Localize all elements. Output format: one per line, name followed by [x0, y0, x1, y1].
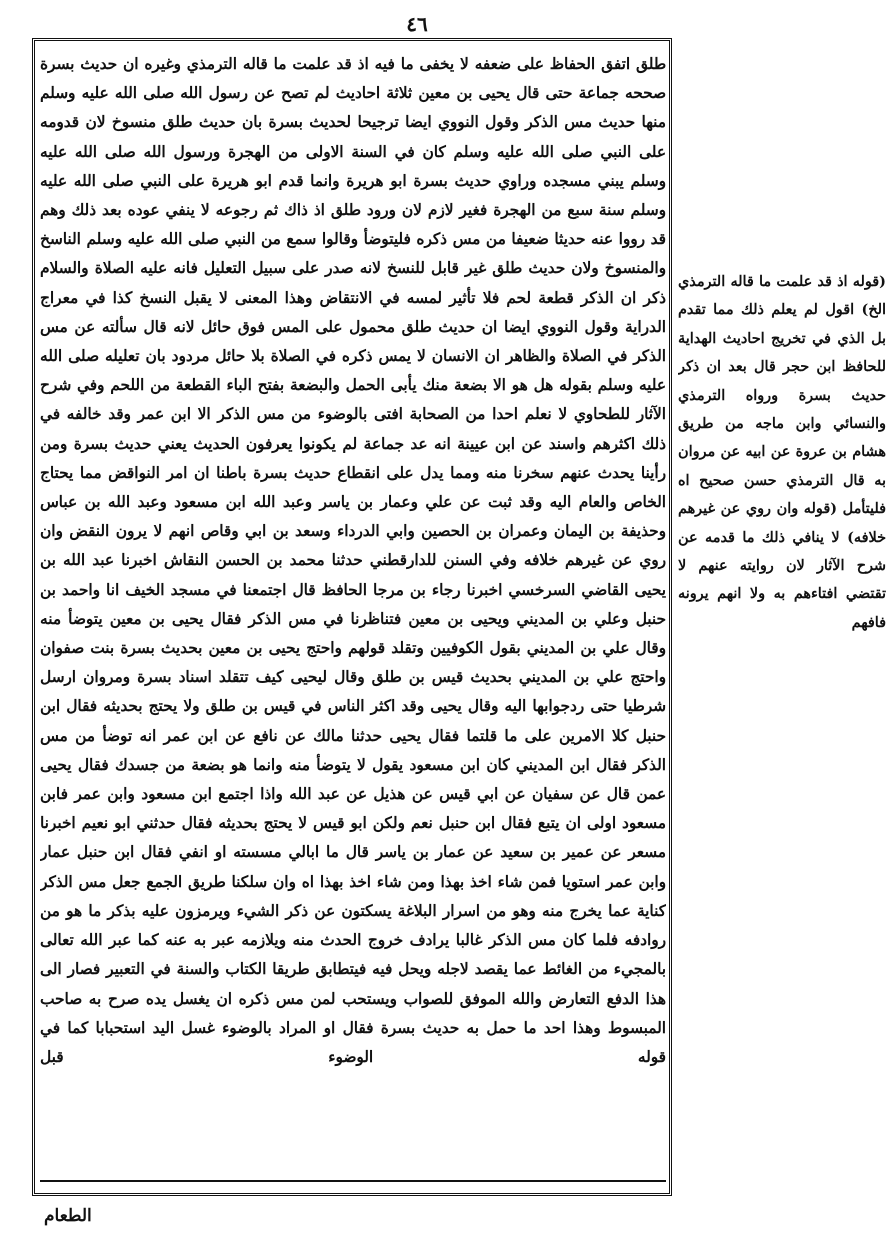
page-number: ٤٦: [406, 12, 428, 36]
catchword: الطعام: [44, 1206, 92, 1226]
bottom-rule: [40, 1180, 666, 1182]
main-text-block: طلق اتفق الحفاظ على ضعفه لا يخفى ما فيه اذ قد علمت ما قاله الترمذي وغيره ان حديث بسرة صححه جماعة حتى قال يحيى بن معين ثلاثة احاديث لم تصح عن رسول الله صلى الله عليه وسلم منها حديث مس الذكر وقول النووي ايضا ترجيحا لحديث بسرة بان حديث طلق منسوخ لان قدومه على النبي صلى الله عليه وسلم كان في السنة الاولى من الهجرة ورسول الله صلى الله عليه وسلم يبني مسجده وراوي حديث بسرة ابو هريرة وانما قدم ابو هريرة على النبي صلى الله عليه وسلم سنة سبع من الهجرة فغير لازم لان ورود طلق اذ ذاك ثم رجوعه لا ينفي عوده بعد ذلك وهم قد رووا عنه حديثا ضعيفا من مس ذكره فليتوضأ وقالوا سمع من النبي صلى الله عليه وسلم الناسخ والمنسوخ ولان حديث طلق غير قابل للنسخ لانه صدر على سبيل التعليل فانه عليه الصلاة والسلام ذكر ان الذكر قطعة لحم فلا تأثير لمسه في الانتقاض وهذا المعنى لا يقبل النسخ كذا في معراج الدراية وقول النووي ايضا ان حديث طلق محمول على المس فوق حائل لانه قال سألته عن مس الذكر في الصلاة والظاهر ان الانسان لا يمس ذكره في الصلاة بلا حائل مردود بان تعليله صلى الله عليه وسلم بقوله هل هو الا بضعة منك يأبى الحمل والبضعة بفتح الباء القطعة من اللحم وفي شرح الآثار للطحاوي لا نعلم احدا من الصحابة افتى بالوضوء من مس الذكر الا ابن عمر وقد خالفه في ذلك اكثرهم واسند عن ابن عيينة انه عد جماعة لم يكونوا يعرفون الحديث يعني حديث بسرة ومن رأينا يحدث عنهم سخرنا منه ومما يدل على انقطاع حديث بسرة باطنا ان امر النواقض مما يحتاج الخاص والعام اليه وقد ثبت عن علي وعمار بن ياسر وعبد الله ابن مسعود وعبد الله بن عباس وحذيفة بن اليمان وعمران بن الحصين وابي الدرداء وسعد بن ابي وقاص انهم لا يرون النقض وان روي عن غيرهم خلافه وفي السنن للدارقطني حدثنا محمد بن الحسن النقاش اخبرنا عبد الله بن يحيى القاضي السرخسي اخبرنا رجاء بن مرجا الحافظ قال اجتمعنا في مسجد الخيف انا واحمد بن حنبل وعلي بن المديني ويحيى بن معين فتناظرنا في مس الذكر فقال يحيى بن معين يتوضأ منه وقال علي بن المديني بقول الكوفيين وتقلد قولهم واحتج يحيى بن معين بحديث بسرة بنت صفوان واحتج علي بن المديني بحديث قيس بن طلق وقال ليحيى كيف تتقلد اسناد بسرة ومروان ارسل شرطيا حتى ردجوابها اليه وقال يحيى وقد اكثر الناس في قيس بن طلق ولا يحتج بحديثه فقال ابن حنبل كلا الامرين على ما قلتما فقال يحيى حدثنا مالك عن نافع عن ابن عمر انه توضأ من مس الذكر فقال ابن المديني كان ابن مسعود يقول لا يتوضأ منه وانما هو بضعة من جسدك فقال يحيى عمن قال عن سفيان عن ابي قيس عن هذيل عن عبد الله واذا اجتمع ابن مسعود وابن عمر فابن مسعود اولى ان يتبع فقال ابن حنبل نعم ولكن ابو قيس لا يحتج بحديثه فقال حدثني ابو نعيم اخبرنا مسعر عن عمير بن سعيد عن عمار بن ياسر قال ما ابالي مسسته او انفي فقال ابن حنبل عمار وابن عمر استويا فمن شاء اخذ بهذا ومن شاء اخذ بهذا اه وان سلكنا طريق الجمع جعل مس الذكر كناية عما يخرج منه وهو من اسرار البلاغة يسكتون عن ذكر الشيء ويرمزون عليه بذكر ما هو من روادفه فلما كان مس الذكر غالبا يرادف خروج الحدث منه ويلازمه عبر به عنه كما عبر الله تعالى بالمجيء من الغائط عما يقصد لاجله ويحل فيه فيتطابق طريقا الكتاب والسنة في التعبير فصار الى هذا الدفع التعارض والله الموفق للصواب ويستحب لمن مس ذكره ان يغسل يده صرح به صاحب المبسوط وهذا احد ما حمل به حديث بسرة فقال او المراد بالوضوء غسل اليد استحبابا كما في قوله الوضوء قبل: [40, 55, 666, 1066]
margin-note: (قوله اذ قد علمت ما قاله الترمذي الخ) اقول لم يعلم ذلك مما تقدم بل الذي في تخريج احاديث الهداية للحافظ ابن حجر قال بعد ان ذكر حديث بسرة ورواه الترمذي والنسائي وابن ماجه من طريق هشام بن عروة عن ابيه عن مروان به قال الترمذي حسن صحيح اه فليتأمل (قوله وان روي عن غيرهم خلافه) لا ينافي ذلك ما قدمه عن شرح الآثار لان روايته عنهم لا تقتضي افتاءهم به ولا انهم يرونه فافهم: [678, 273, 886, 631]
